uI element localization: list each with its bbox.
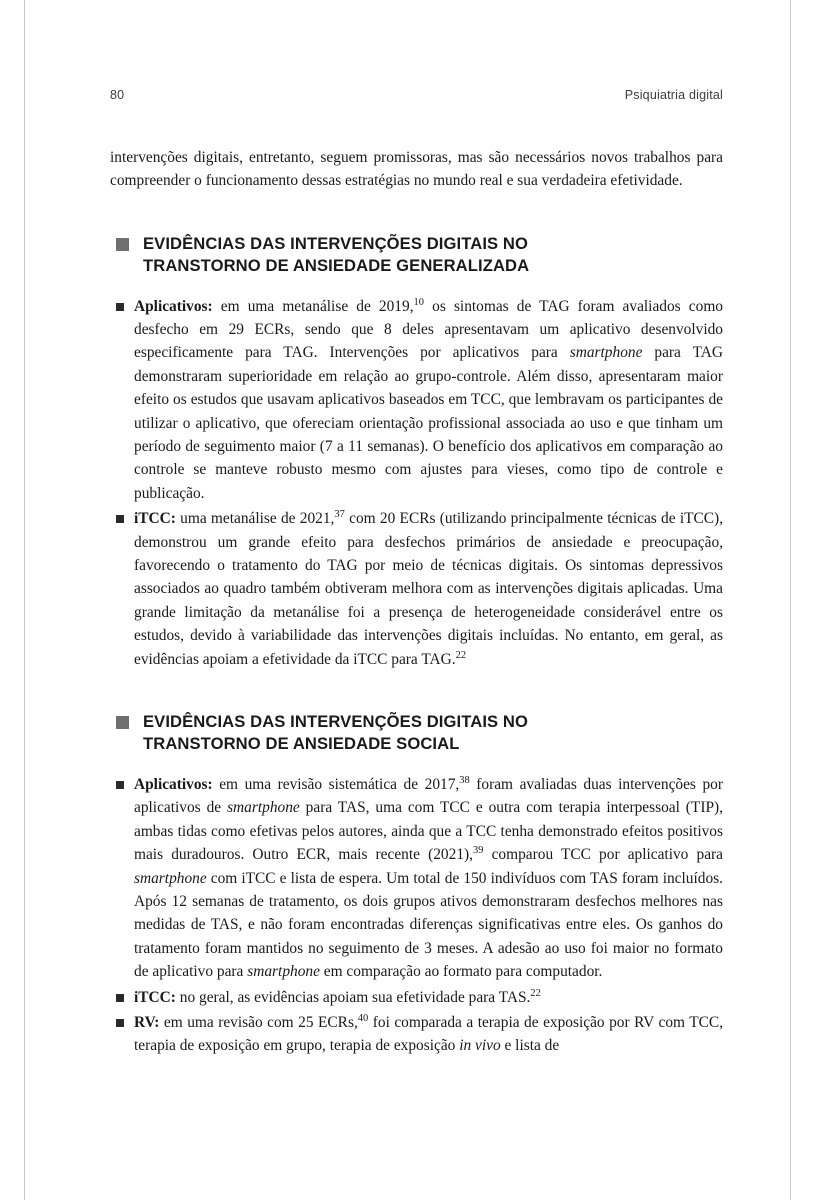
bullet-text: e lista de xyxy=(500,1037,560,1055)
bullet-label: Aplicativos: xyxy=(134,775,213,793)
book-title: Psiquiatria digital xyxy=(624,88,723,102)
list-item xyxy=(110,295,723,506)
page-content xyxy=(110,88,723,1060)
intro-paragraph: intervenções digitais, entretanto, seguem promissoras, mas são necessários novos trabalhos para compreender o funcionamento dessas estratégias no mundo real e sua verdadeira efetividade. xyxy=(110,149,723,190)
section-title-1: EVIDÊNCIAS DAS INTERVENÇÕES DIGITAIS NO TRANSTORNO DE ANSIEDADE GENERALIZADA xyxy=(143,233,530,275)
bullet-text: em uma revisão sistemática de 2017, xyxy=(212,775,460,793)
reference-marker: 22 xyxy=(530,987,541,999)
reference-marker: 22 xyxy=(455,649,467,661)
reference-marker: 40 xyxy=(357,1012,369,1024)
running-head xyxy=(110,88,723,102)
section-1-bullet-list xyxy=(110,295,723,672)
bullet-label: iTCC: xyxy=(134,510,176,528)
list-item xyxy=(110,507,723,671)
list-item xyxy=(110,773,723,984)
bullet-text: os sintomas de TAG foram avaliados como desfecho em 29 ECRs, sendo que 8 deles apresentavam um aplicativo desenvolvido especificamente para TAG. Intervenções por aplicativos para xyxy=(134,297,723,362)
bullet-italic-term: in vivo xyxy=(459,1037,501,1055)
section-2-bullet-list xyxy=(110,773,723,1058)
bullet-text: foram avaliadas duas intervenções por aplicativos de xyxy=(134,775,723,817)
bullet-text: para TAG demonstraram superioridade em relação ao grupo-controle. Além disso, apresentaram maior efeito os estudos que usavam aplicativos baseados em TCC, que lembravam os participantes de utilizar o aplicativo, que ofereciam orientação profissional associada ao uso e que tinham um período de seguimento maior (7 a 11 semanas). O benefício dos aplicativos em comparação ao controle se manteve robusto mesmo com ajustes para vieses, como tipo de controle e publicação. xyxy=(134,344,723,502)
reference-marker: 38 xyxy=(459,774,470,786)
section-title-2: EVIDÊNCIAS DAS INTERVENÇÕES DIGITAIS NO TRANSTORNO DE ANSIEDADE SOCIAL xyxy=(143,712,528,753)
page-number: 80 xyxy=(110,88,125,102)
bullet-italic-term: smartphone xyxy=(134,869,207,887)
bullet-text: em uma metanálise de 2019, xyxy=(212,297,414,315)
bullet-text: em uma revisão com 25 ECRs, xyxy=(159,1013,358,1031)
section-heading-1 xyxy=(110,233,723,277)
bullet-text: no geral, as evidências apoiam sua efetividade para TAS. xyxy=(175,988,531,1006)
section-heading-2 xyxy=(110,711,723,755)
bullet-label: Aplicativos: xyxy=(134,297,213,315)
reference-marker: 10 xyxy=(413,296,425,308)
bullet-label: iTCC: xyxy=(134,988,176,1006)
bullet-text: comparou TCC por aplicativo para xyxy=(483,846,723,864)
filled-square-marker-icon xyxy=(116,238,129,251)
page-right-edge-line xyxy=(790,0,791,1200)
bullet-text: uma metanálise de 2021, xyxy=(175,510,335,528)
list-item xyxy=(110,986,723,1009)
bullet-italic-term: smartphone xyxy=(227,799,300,817)
bullet-text: com 20 ECRs (utilizando principalmente técnicas de iTCC), demonstrou um grande efeito para desfechos primários de ansiedade e preocupação, favorecendo o tratamento do TAG por meio de técnicas digitais. Os sintomas depressivos associados ao quadro também obtiveram melhora com as intervenções digitais aplicadas. Uma grande limitação da metanálise foi a presença de heterogeneidade considerável entre os estudos, devido à variabilidade das intervenções digitais incluídas. No entanto, em geral, as evidências apoiam a efetividade da iTCC para TAG. xyxy=(134,510,723,668)
bullet-text: para TAS, uma com TCC e outra com terapia interpessoal (TIP), ambas tidas como efetivas pelos autores, ainda que a TCC tenha demonstrado efeitos positivos mais duradouros. Outro ECR, mais recente (2021), xyxy=(134,799,723,864)
bullet-label: RV: xyxy=(134,1013,160,1031)
bullet-italic-term: smartphone xyxy=(569,344,643,362)
bullet-text: com iTCC e lista de espera. Um total de 150 indivíduos com TAS foram incluídos. Após 12 semanas de tratamento, os dois grupos ativos demonstraram desfechos melhores nas medidas de TAS, e não foram encontradas diferenças significativas entre eles. Os ganhos do tratamento foram mantidos no seguimento de 3 meses. A adesão ao uso foi maior no formato de aplicativo para xyxy=(134,869,723,981)
bullet-text: foi comparada a terapia de exposição por RV com TCC, terapia de exposição em grupo, terapia de exposição xyxy=(134,1013,723,1055)
bullet-italic-term: smartphone xyxy=(247,963,320,981)
list-item xyxy=(110,1011,723,1058)
filled-square-marker-icon xyxy=(116,716,129,729)
page-left-edge-line xyxy=(24,0,25,1200)
bullet-text: em comparação ao formato para computador. xyxy=(319,963,603,981)
reference-marker: 37 xyxy=(334,509,345,521)
reference-marker: 39 xyxy=(473,844,484,856)
